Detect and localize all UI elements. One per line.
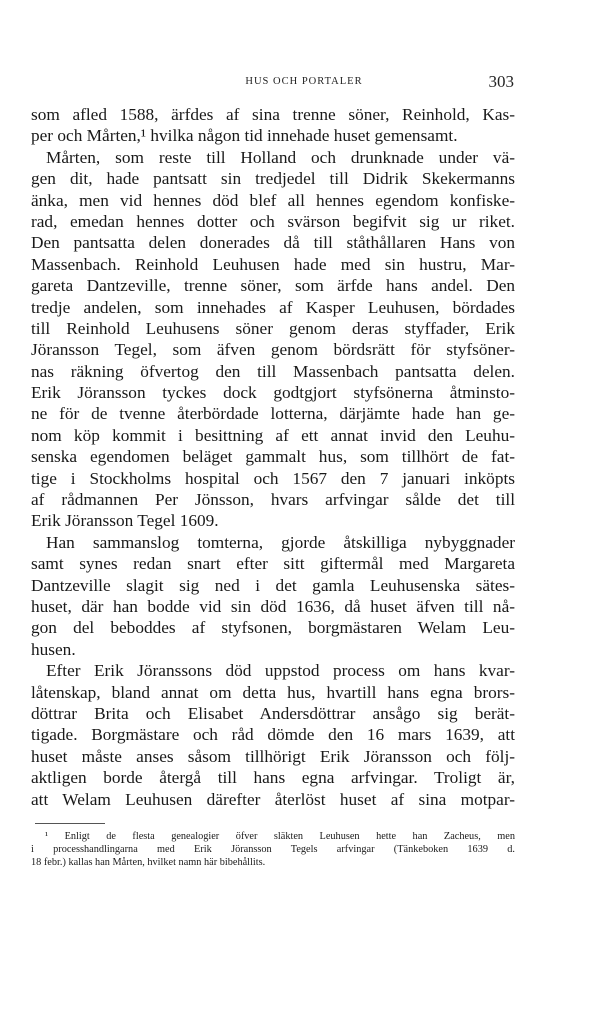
text-line: tige i Stockholms hospital och 1567 den 7 januari inköpts (31, 468, 515, 488)
text-line: Erik Jöransson tyckes dock godtgjort styfsönerna åtminsto- (31, 383, 515, 403)
text-line: tigade. Borgmästare och råd dömde den 16 mars 1639, att (31, 725, 515, 745)
text-line: huset måste anses såsom tillhörigt Erik Jöransson och följ- (31, 746, 515, 766)
text-line: gen dit, hade pantsatt sin tredjedel till Didrik Skekermanns (31, 169, 515, 189)
text-line: att Welam Leuhusen därefter återlöst huset af sina motpar- (31, 789, 515, 809)
page-header (0, 72, 608, 94)
text-line: husen. (31, 639, 76, 659)
text-line: Jöransson Tegel, som äfven genom bördsrätt för styfsöner- (31, 340, 515, 360)
text-line: till Reinhold Leuhusens söner genom deras styffader, Erik (31, 318, 515, 338)
footnote-line: i processhandlingarna med Erik Jöransson Tegels arfvingar (Tänkeboken 1639 d. (31, 844, 515, 855)
text-line: senska egendomen beläget gammalt hus, som tillhört de fat- (31, 447, 515, 467)
footnote-line: ¹ Enligt de flesta genealogier öfver släkten Leuhusen hette han Zacheus, men (45, 831, 515, 842)
text-line: Den pantsatta delen donerades då till ståthållaren Hans von (31, 233, 515, 253)
text-line: af rådmannen Per Jönsson, hvars arfvingar sålde det till (31, 490, 515, 510)
text-line: samt synes redan snart efter sitt giftermål med Margareta (31, 554, 515, 574)
body-text (31, 104, 515, 810)
text-line: låtenskap, bland annat om detta hus, hvartill hans egna brors- (31, 682, 515, 702)
text-line: Mårten, som reste till Holland och drunknade under vä- (46, 147, 515, 167)
text-line: änka, men vid hennes död blef all hennes egendom konfiske- (31, 190, 515, 210)
text-line: per och Mårten,¹ hvilka någon tid innehade huset gemensamt. (31, 126, 458, 146)
text-line: Erik Jöransson Tegel 1609. (31, 511, 219, 531)
page-number: 303 (488, 72, 514, 91)
running-title: HUS OCH PORTALER (245, 76, 363, 87)
footnote-text (31, 830, 515, 869)
footnotes (31, 823, 515, 869)
text-line: tredje andelen, som innehades af Kasper Leuhusen, bördades (31, 297, 515, 317)
text-line: ne för de tvenne återbördade lotterna, därjämte hade han ge- (31, 404, 515, 424)
footnote-line: 18 febr.) kallas han Mårten, hvilket namn här bibehållits. (31, 857, 266, 868)
text-line: Han sammanslog tomterna, gjorde åtskilliga nybyggnader (46, 532, 515, 552)
text-line: Dantzeville slagit sig ned i det gamla Leuhusenska sätes- (31, 575, 515, 595)
footnote-divider (35, 823, 105, 824)
text-line: gon del beboddes af styfsonen, borgmästaren Welam Leu- (31, 618, 515, 638)
text-line: huset, där han bodde vid sin död 1636, då huset äfven till nå- (31, 596, 515, 616)
text-line: Massenbach. Reinhold Leuhusen hade med sin hustru, Mar- (31, 254, 515, 274)
text-line: aktligen borde återgå till hans egna arfvingar. Troligt är, (31, 768, 515, 788)
text-line: nom köp kommit i besittning af ett annat invid den Leuhu- (31, 425, 515, 445)
text-line: som afled 1588, ärfdes af sina trenne söner, Reinhold, Kas- (31, 105, 515, 124)
text-line: Efter Erik Jöranssons död uppstod process om hans kvar- (46, 661, 515, 681)
text-line: döttrar Brita och Elisabet Andersdöttrar ansågo sig berät- (31, 703, 515, 723)
text-line: gareta Dantzeville, trenne söner, som ärfde hans andel. Den (31, 276, 515, 296)
text-line: nas räkning öfvertog den till Massenbach pantsatta delen. (31, 361, 515, 381)
text-line: rad, emedan hennes dotter och svärson begifvit sig ur riket. (31, 211, 515, 231)
